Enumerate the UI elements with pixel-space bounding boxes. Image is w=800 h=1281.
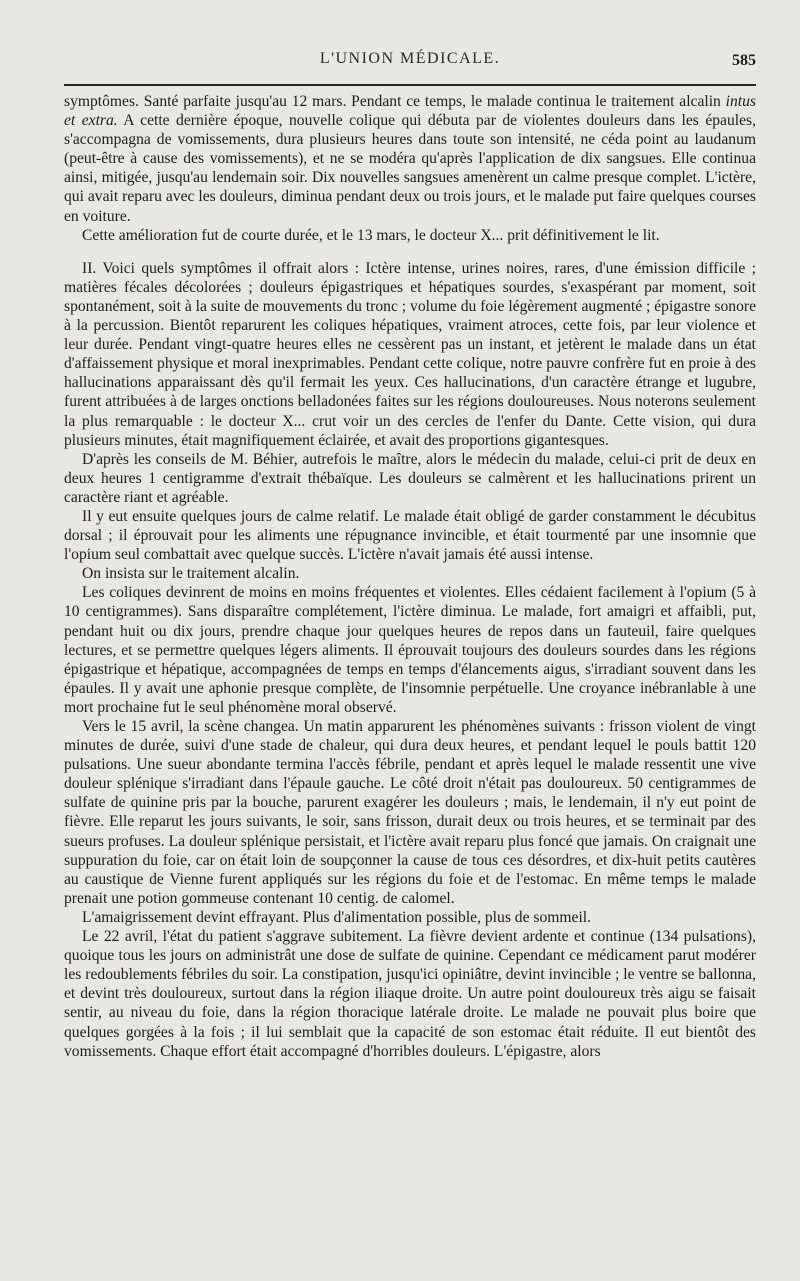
paragraph-6: On insista sur le traitement alcalin.	[82, 565, 300, 583]
paragraph-8: Vers le 15 avril, la scène changea. Un matin apparurent les phénomènes suivants : frisson violent de vingt minutes de durée, suivi d'une stade de chaleur, qui dura deux heures, et pendant lequel le pouls battit 120 pulsations. Une sueur abondante termina l'accès fébrile, pendant et après lequel le malade ressentit une vive douleur splénique s'irradiant dans l'épaule gauche. Le côté droit n'était pas douloureux. 50 centigrammes de sulfate de quinine pris par la bouche, parurent exagérer les douleurs ; mais, le lendemain, il n'y eut point de fièvre. Elle reparut les jours suivants, le soir, sans frisson, durait deux ou trois heures, et se terminait par des sueurs profuses. La douleur splénique persistait, et l'ictère avait reparu plus foncé que jamais. On craignait une suppuration du foie, car on était loin de soupçonner la cause de tous ces désordres, et dix-huit petits cautères au caustique de Vienne furent appliqués sur les régions du foie et de l'estomac. En même temps le malade prenait une potion gommeuse contenant 10 centig. de calomel.	[64, 718, 756, 907]
paragraph-1	[64, 92, 756, 226]
paragraph-10: Le 22 avril, l'état du patient s'aggrave subitement. La fièvre devient ardente et continue (134 pulsations), quoique tous les jours on administrât une dose de sulfate de quinine. Cependant ce médicament parut modérer les redoublements fébriles du soir. La constipation, jusqu'ici opiniâtre, devint invincible ; le ventre se ballonna, et devint très douloureux, surtout dans la région iliaque droite. Un autre point douloureux très aigu se faisait sentir, au niveau du foie, dans la région thoracique latérale droite. Le malade ne pouvait plus boire que quelques gorgées à la fois ; il lui semblait que la capacité de son estomac était réduite. Il eut bientôt des vomissements. Chaque effort était accompagné d'horribles douleurs. L'épigastre, alors	[64, 928, 756, 1060]
paragraph-4: D'après les conseils de M. Béhier, autrefois le maître, alors le médecin du malade, celui-ci prit de deux en deux heures 1 centigramme d'extrait thébaïque. Les douleurs se calmèrent et les hallucinations prirent un caractère riant et agréable.	[64, 450, 756, 506]
body-text	[64, 92, 756, 1061]
header-rule	[64, 84, 756, 86]
page-header	[64, 50, 756, 80]
running-title: L'UNION MÉDICALE.	[319, 50, 501, 67]
paragraph-2: Cette amélioration fut de courte durée, et le 13 mars, le docteur X... prit définitivement le lit.	[82, 226, 660, 244]
paragraph-5: Il y eut ensuite quelques jours de calme relatif. Le malade était obligé de garder constamment le décubitus dorsal ; il éprouvait pour les aliments une répugnance invincible, et était tourmenté par une insomnie que l'opium seul combattait avec quelque succès. L'ictère n'avait jamais été aussi intense.	[64, 507, 756, 564]
paragraph-1-rest: A cette dernière époque, nouvelle colique qui débuta par de violentes douleurs dans les épaules, s'accompagna de vomissements, dura plusieurs heures dans toute son intensité, ne céda point au laudanum (peut-être à cause des vomissements), et ne se modéra qu'après l'application de dix sangsues. Elle continua ainsi, mitigée, jusqu'au lendemain soir. Dix nouvelles sangsues amenèrent un calme presque complet. L'ictère, qui avait reparu avec les douleurs, diminua pendant deux ou trois jours, et le malade put faire quelques courses en voiture.	[64, 112, 756, 225]
paragraph-3: II. Voici quels symptômes il offrait alors : Ictère intense, urines noires, rares, d'une émission difficile ; matières fécales décolorées ; douleurs épigastriques et hépatiques sourdes, s'exaspérant par moment, soit spontanément, soit à la suite de mouvements du tronc ; volume du foie légèrement augmenté ; épigastre sonore à la percussion. Bientôt reparurent les coliques hépatiques, vraiment atroces, cette fois, par leur violence et leur durée. Pendant vingt-quatre heures elles ne cessèrent pas un instant, et jetèrent le malade dans un état d'affaissement physique et moral inexprimables. Pendant cette colique, notre pauvre confrère fut en proie à des hallucinations apparaissant dès qu'il fermait les yeux. Ces hallucinations, d'un caractère étrange et lugubre, furent attribuées à de larges onctions belladonées faites sur les régions douloureuses. Nous noterons seulement la plus remarquable : le docteur X... crut voir un des cercles de l'enfer du Dante. Cette vision, qui dura plusieurs minutes, était magnifiquement éclairée, et avait des proportions gigantesques.	[64, 259, 756, 449]
page-number: 585	[732, 52, 756, 69]
italic-phrase: intus et extra.	[64, 93, 756, 130]
paragraph-9: L'amaigrissement devint effrayant. Plus d'alimentation possible, plus de sommeil.	[82, 908, 592, 926]
paragraph-1-start: symptômes. Santé parfaite jusqu'au 12 mars. Pendant ce temps, le malade continua le traitement alcalin	[64, 93, 726, 110]
paragraph-7: Les coliques devinrent de moins en moins fréquentes et violentes. Elles cédaient facilement à l'opium (5 à 10 centigrammes). Sans disparaître complétement, l'ictère diminua. Le malade, fort amaigri et affaibli, put, pendant huit ou dix jours, prendre chaque jour quelques heures de repos dans un fauteuil, faire quelques lectures, et se permettre quelques légers aliments. Il éprouvait toujours des douleurs sourdes dans les régions épigastrique et hépatique, accompagnées de temps en temps d'élancements aigus, s'irradiant souvent dans les épaules. Il y avait une aphonie presque complète, de l'insomnie perpétuelle. Une croyance inébranlable à une mort prochaine fut le seul phénomène moral observé.	[64, 584, 756, 716]
